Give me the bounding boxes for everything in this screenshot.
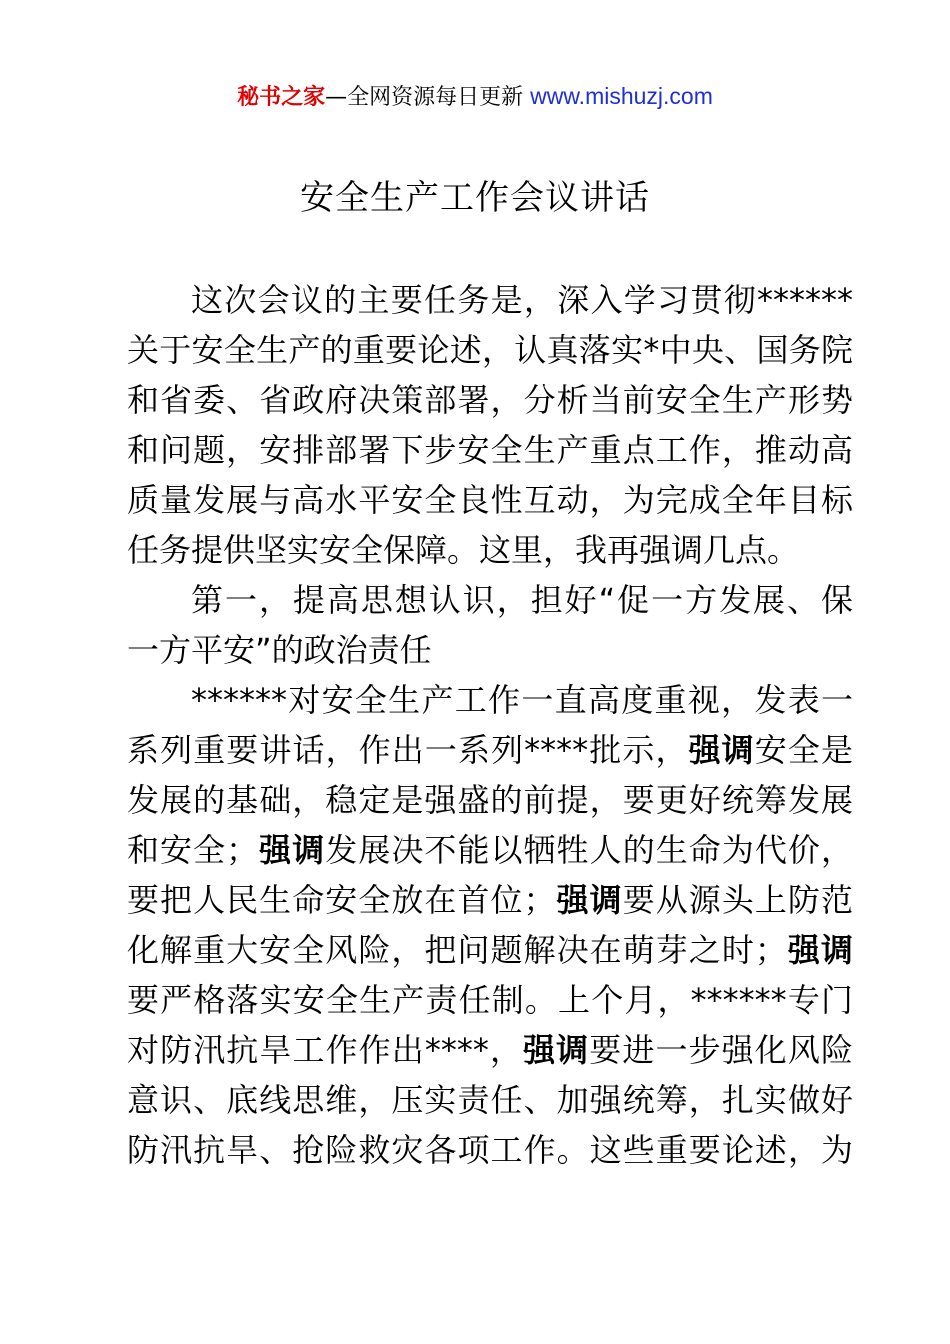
text-run: 对防汛抗旱工作作出****， [127, 1031, 524, 1069]
paragraph-line: 意识、底线思维，压实责任、加强统筹，扎实做好 [127, 1081, 853, 1119]
paragraph-line: 任务提供坚实安全保障。这里，我再强调几点。 [127, 531, 800, 569]
site-url-link[interactable]: www.mishuzj.com [530, 83, 713, 109]
document-body [127, 275, 853, 1175]
paragraph-line [127, 925, 853, 975]
paragraph-line: 发展的基础，稳定是强盛的前提，要更好统筹发展 [127, 781, 853, 819]
paragraph-line [127, 875, 853, 925]
paragraph-line: 和问题，安排部署下步安全生产重点工作，推动高 [127, 431, 853, 469]
emphasis-text: 强调 [258, 831, 326, 869]
paragraph-line: 和省委、省政府决策部署，分析当前安全生产形势 [127, 381, 853, 419]
emphasis-text: 强调 [688, 731, 755, 769]
text-run: 系列重要讲话，作出一系列****批示， [127, 731, 689, 769]
site-header [0, 79, 950, 115]
text-run: 发展决不能以牺牲人的生命为代价， [325, 831, 853, 869]
text-run: 化解重大安全风险，把问题解决在萌芽之时； [127, 931, 787, 969]
section-heading-line: 第一，提高思想认识，担好“促一方发展、保 [191, 581, 853, 619]
paragraph-line [127, 725, 853, 775]
text-run: 要从源头上防范 [622, 881, 853, 919]
document-title: 安全生产工作会议讲话 [300, 178, 650, 218]
text-run: 要进一步强化风险 [589, 1031, 853, 1069]
paragraph-line: 质量发展与高水平安全良性互动，为完成全年目标 [127, 481, 853, 519]
paragraph-line: 这次会议的主要任务是，深入学习贯彻****** [191, 281, 853, 319]
text-run: 和安全； [127, 831, 259, 869]
text-run: 安全是 [754, 731, 853, 769]
emphasis-text: 强调 [786, 931, 853, 969]
paragraph-line: 关于安全生产的重要论述，认真落实*中央、国务院 [127, 331, 853, 369]
paragraph-line: 防汛抗旱、抢险救灾各项工作。这些重要论述，为 [127, 1131, 853, 1169]
paragraph-line: ******对安全生产工作一直高度重视，发表一 [191, 681, 853, 719]
header-tagline: —全网资源每日更新 [325, 85, 524, 110]
paragraph-line: 要严格落实安全生产责任制。上个月，******专门 [127, 981, 853, 1019]
emphasis-text: 强调 [555, 881, 623, 919]
text-run: 要把人民生命安全放在首位； [127, 881, 556, 919]
brand-name: 秘书之家 [237, 85, 326, 110]
emphasis-text: 强调 [523, 1031, 590, 1069]
section-heading-line: 一方平安”的政治责任 [127, 631, 432, 669]
paragraph-line [127, 825, 853, 875]
paragraph-line [127, 1025, 853, 1075]
